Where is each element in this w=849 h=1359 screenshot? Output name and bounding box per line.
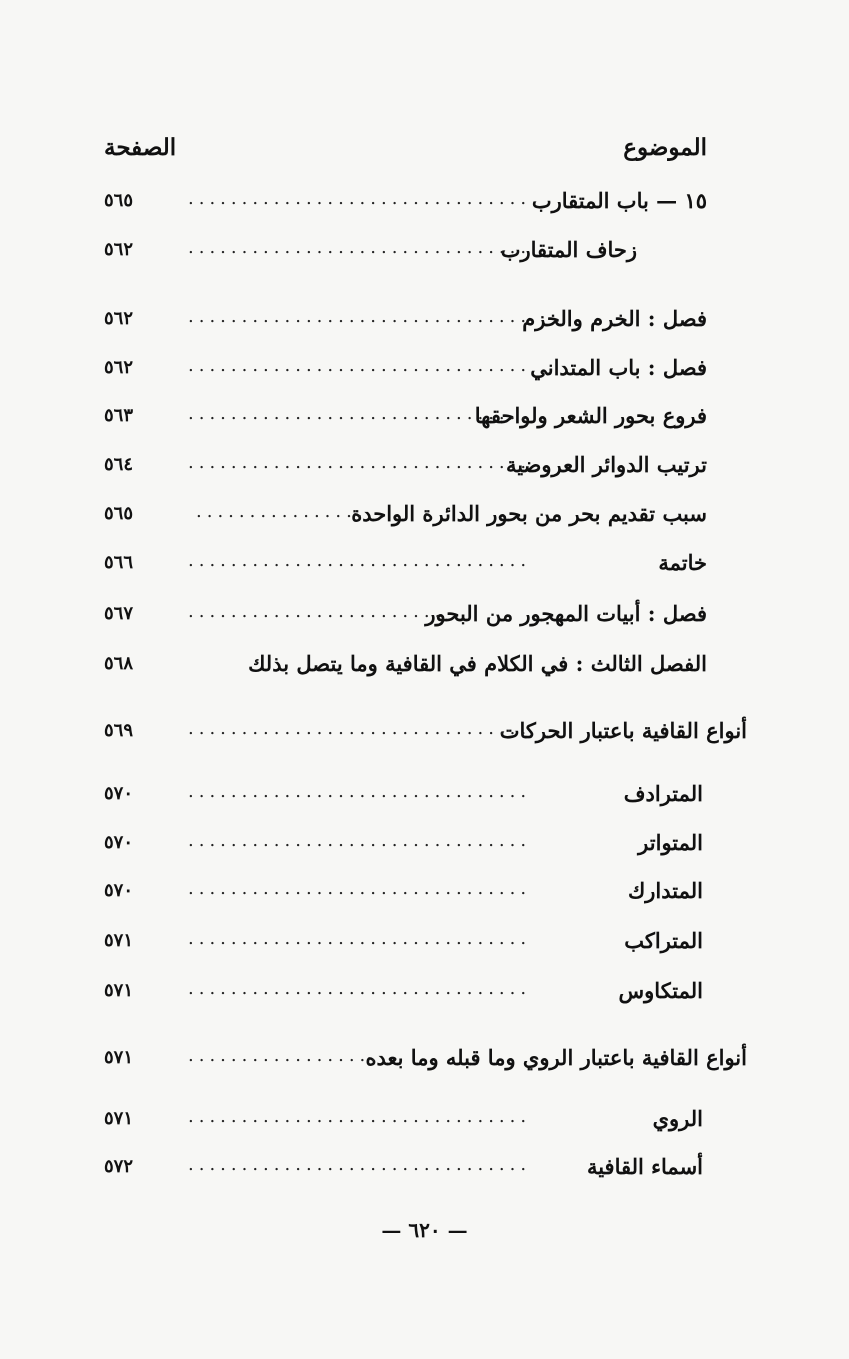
leader-dots: .................. bbox=[188, 1045, 381, 1066]
page-number: — ٦٢٠ — bbox=[381, 1218, 468, 1242]
entry-title: أسماء القافية bbox=[586, 1154, 703, 1179]
entry-page: ٥٧٠ bbox=[104, 880, 134, 901]
topic-column-header: الموضوع bbox=[623, 134, 707, 161]
toc-entry bbox=[0, 302, 849, 342]
leader-dots: ................................ bbox=[188, 237, 532, 258]
entry-page: ٥٦٥ bbox=[104, 190, 134, 211]
entry-title: المتدارك bbox=[627, 878, 703, 903]
entry-page: ٥٧٠ bbox=[104, 832, 134, 853]
toc-entry bbox=[0, 233, 849, 273]
entry-page: ٥٦٩ bbox=[104, 720, 134, 741]
entry-page: ٥٦٤ bbox=[104, 454, 134, 475]
entry-page: ٥٦٨ bbox=[104, 653, 134, 674]
entry-page: ٥٧١ bbox=[104, 1108, 134, 1129]
toc-entry bbox=[0, 351, 849, 391]
entry-page: ٥٦٢ bbox=[104, 357, 134, 378]
entry-title: المتواتر bbox=[638, 830, 703, 855]
entry-title: فصل : باب المتداني bbox=[530, 355, 707, 380]
toc-entry bbox=[0, 1102, 849, 1142]
toc-entry bbox=[0, 647, 849, 687]
entry-page: ٥٦٧ bbox=[104, 603, 134, 624]
toc-entry bbox=[0, 546, 849, 586]
toc-entry bbox=[0, 399, 849, 439]
page-column-header: الصفحة bbox=[104, 134, 177, 161]
entry-title: المتكاوس bbox=[618, 978, 703, 1003]
leader-dots: ................................ bbox=[188, 452, 532, 473]
entry-title: المتراكب bbox=[624, 928, 703, 953]
entry-page: ٥٦٢ bbox=[104, 239, 134, 260]
entry-title: سبب تقديم بحر من بحور الدائرة الواحدة bbox=[351, 501, 707, 526]
leader-dots: ........................ bbox=[188, 601, 446, 622]
leader-dots: ................................ bbox=[188, 1154, 532, 1175]
entry-title: الفصل الثالث : في الكلام في القافية وما يتصل بذلك bbox=[248, 651, 707, 676]
entry-page: ٥٧١ bbox=[104, 1047, 134, 1068]
toc-entry bbox=[0, 714, 849, 754]
entry-title: فصل : الخرم والخزم bbox=[522, 306, 707, 331]
entry-title: فروع بحور الشعر ولواحقها bbox=[474, 403, 707, 428]
toc-entry bbox=[0, 184, 849, 224]
leader-dots: ................................ bbox=[188, 1106, 532, 1127]
toc-entry bbox=[0, 497, 849, 537]
entry-page: ٥٧١ bbox=[104, 980, 134, 1001]
entry-title: زحاف المتقارب bbox=[500, 237, 637, 262]
toc-entry bbox=[0, 826, 849, 866]
entry-title: خاتمة bbox=[658, 550, 707, 575]
toc-entry bbox=[0, 597, 849, 637]
entry-title: فصل : أبيات المهجور من البحور bbox=[425, 601, 707, 626]
leader-dots: ................................ bbox=[188, 781, 532, 802]
toc-entry bbox=[0, 924, 849, 964]
entry-title: ترتيب الدوائر العروضية bbox=[505, 452, 707, 477]
entry-page: ٥٧١ bbox=[104, 930, 134, 951]
entry-title: أنواع القافية باعتبار الروي وما قبله وما بعده bbox=[365, 1045, 747, 1070]
toc-entry bbox=[0, 448, 849, 488]
entry-title: المترادف bbox=[623, 781, 703, 806]
entry-title: أنواع القافية باعتبار الحركات bbox=[499, 718, 747, 743]
leader-dots: ................ bbox=[196, 501, 368, 522]
leader-dots: ................................ bbox=[188, 306, 532, 327]
toc-entry bbox=[0, 1041, 849, 1081]
leader-dots: ................................ bbox=[188, 355, 532, 376]
entry-page: ٥٦٣ bbox=[104, 405, 134, 426]
entry-page: ٥٧٠ bbox=[104, 783, 134, 804]
toc-entry bbox=[0, 974, 849, 1014]
toc-entry bbox=[0, 874, 849, 914]
entry-page: ٥٦٥ bbox=[104, 503, 134, 524]
entry-title: ١٥ — باب المتقارب bbox=[531, 188, 707, 213]
leader-dots: ................................ bbox=[188, 928, 532, 949]
leader-dots: ................................ bbox=[188, 830, 532, 851]
leader-dots: ................................ bbox=[188, 188, 532, 209]
entry-page: ٥٦٦ bbox=[104, 552, 134, 573]
leader-dots: ................................ bbox=[188, 718, 532, 739]
leader-dots: ................................ bbox=[188, 978, 532, 999]
entry-title: الروي bbox=[652, 1106, 703, 1131]
entry-page: ٥٦٢ bbox=[104, 308, 134, 329]
leader-dots: ................................ bbox=[188, 878, 532, 899]
leader-dots: ................................ bbox=[188, 403, 532, 424]
leader-dots: ................................ bbox=[188, 550, 532, 571]
toc-entry bbox=[0, 777, 849, 817]
toc-entry bbox=[0, 1150, 849, 1190]
entry-page: ٥٧٢ bbox=[104, 1156, 134, 1177]
